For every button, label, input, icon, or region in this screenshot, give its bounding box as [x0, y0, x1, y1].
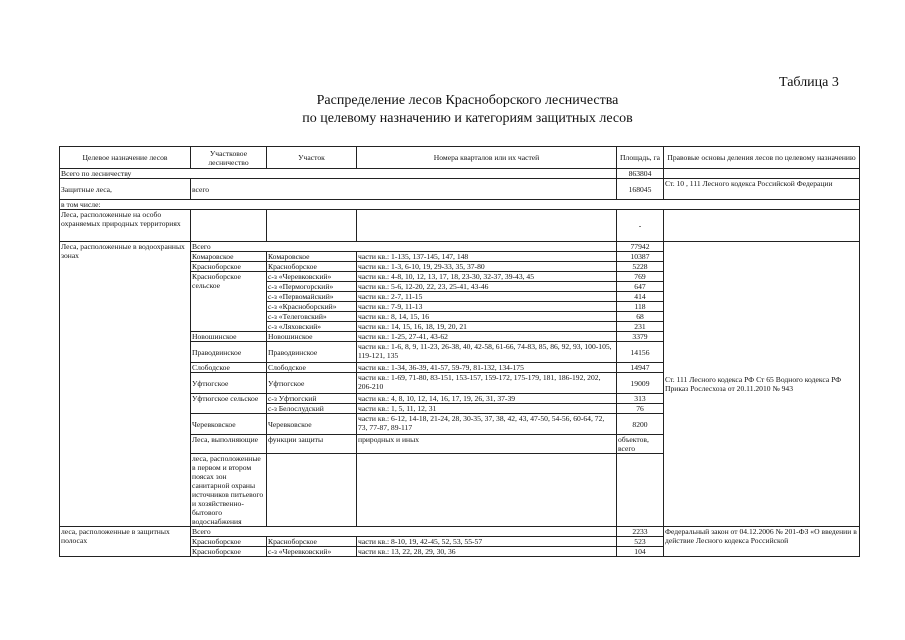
section-cell: с-з «Ляховский»: [267, 322, 357, 332]
section-cell: с-з «Первомайский»: [267, 292, 357, 302]
empty-cell: [664, 210, 860, 242]
area-cell: 14947: [617, 363, 664, 373]
section-cell: с-з Уфтюгский: [267, 394, 357, 404]
protective-label: Защитные леса,: [60, 179, 191, 200]
func-label-part4: объектов, всего: [617, 435, 664, 454]
quarters-cell: части кв.: 1-69, 71-80, 83-151, 153-157, 159-172, 175-179, 181, 186-192, 202, 206-210: [357, 373, 617, 394]
including-label: в том числе:: [60, 200, 860, 210]
section-cell: Новошинское: [267, 332, 357, 342]
header-area: Площадь, га: [617, 147, 664, 169]
empty-cell: [357, 454, 617, 527]
belt-area: 2233: [617, 527, 664, 537]
empty-cell: [664, 169, 860, 179]
section-cell: Комаровское: [267, 252, 357, 262]
belt-label: леса, расположенные в защитных полосах: [60, 527, 191, 557]
quarters-cell: части кв.: 1, 5, 11, 12, 31: [357, 404, 617, 414]
quarters-cell: части кв.: 4-8, 10, 12, 13, 17, 18, 23-30, 32-37, 39-43, 45: [357, 272, 617, 282]
quarters-cell: части кв.: 13, 22, 28, 29, 30, 36: [357, 547, 617, 557]
section-cell: Красноборское: [267, 537, 357, 547]
protective-area: 168045: [617, 179, 664, 200]
quarters-cell: части кв.: 8-10, 19, 42-45, 52, 53, 55-57: [357, 537, 617, 547]
quarters-cell: части кв.: 14, 15, 16, 18, 19, 20, 21: [357, 322, 617, 332]
quarters-cell: части кв.: 1-6, 8, 9, 11-23, 26-38, 40, 42-58, 61-66, 74-83, 85, 86, 92, 93, 100-105, 119-121, 135: [357, 342, 617, 363]
forestry-cell: Уфтюгское: [191, 373, 267, 394]
forestry-cell: Комаровское: [191, 252, 267, 262]
forestry-cell: Слободское: [191, 363, 267, 373]
header-purpose: Целевое назначение лесов: [60, 147, 191, 169]
forestry-cell: Уфтюгское сельское: [191, 394, 267, 414]
quarters-cell: части кв.: 5-6, 12-20, 22, 23, 25-41, 43-46: [357, 282, 617, 292]
area-cell: 10387: [617, 252, 664, 262]
table-row: [60, 200, 860, 210]
belt-legal: Федеральный закон от 04.12.2006 № 201-ФЗ «О введении в действие Лесного кодекса Российской: [664, 527, 860, 557]
sanitary-zone-label: леса, расположенные в первом и втором поясах зон санитарной охраны источников питьевого и хозяйственно-бытового водоснабжения: [191, 454, 267, 527]
quarters-cell: части кв.: 1-3, 6-10, 19, 29-33, 35, 37-80: [357, 262, 617, 272]
forestry-cell: Красноборское: [191, 537, 267, 547]
quarters-cell: части кв.: 4, 8, 10, 12, 14, 16, 17, 19, 26, 31, 37-39: [357, 394, 617, 404]
document-title: Распределение лесов Красноборского лесничества: [316, 93, 619, 108]
area-cell: 647: [617, 282, 664, 292]
empty-cell: [617, 454, 664, 527]
empty-cell: [357, 210, 617, 242]
section-cell: с-з «Пермогорский»: [267, 282, 357, 292]
section-cell: с-з «Черевковский»: [267, 272, 357, 282]
header-legal: Правовые основы деления лесов по целевому назначению: [664, 147, 860, 169]
area-cell: 523: [617, 537, 664, 547]
section-cell: Слободское: [267, 363, 357, 373]
func-label-part2: функции защиты: [267, 435, 357, 454]
area-cell: 313: [617, 394, 664, 404]
quarters-cell: части кв.: 1-34, 36-39, 41-57, 59-79, 81-132, 134-175: [357, 363, 617, 373]
area-cell: 76: [617, 404, 664, 414]
forestry-cell: Праводвинское: [191, 342, 267, 363]
area-cell: 3379: [617, 332, 664, 342]
section-cell: Уфтюгское: [267, 373, 357, 394]
header-quarters: Номера кварталов или их частей: [357, 147, 617, 169]
protective-all: всего: [191, 179, 617, 200]
total-label: Всего по лесничеству: [60, 169, 617, 179]
table-row: [60, 179, 860, 200]
area-cell: 414: [617, 292, 664, 302]
quarters-cell: части кв.: 7-9, 11-13: [357, 302, 617, 312]
section-cell: с-з Белослудский: [267, 404, 357, 414]
belt-all-label: Всего: [191, 527, 617, 537]
forestry-cell: Черевковское: [191, 414, 267, 435]
quarters-cell: части кв.: 8, 14, 15, 16: [357, 312, 617, 322]
area-cell: 104: [617, 547, 664, 557]
water-area: 77942: [617, 242, 664, 252]
table-number: Таблица 3: [779, 75, 839, 90]
section-cell: с-з «Телеговский»: [267, 312, 357, 322]
func-label-part1: Леса, выполняющие: [191, 435, 267, 454]
forestry-cell: Красноборское сельское: [191, 272, 267, 332]
quarters-cell: части кв.: 2-7, 11-15: [357, 292, 617, 302]
total-area: 863804: [617, 169, 664, 179]
area-cell: 5228: [617, 262, 664, 272]
header-section: Участок: [267, 147, 357, 169]
document-subtitle: по целевому назначению и категориям защитных лесов: [302, 111, 633, 126]
table-row: [60, 169, 860, 179]
water-zone-label: Леса, расположенные в водоохранных зонах: [60, 242, 191, 527]
quarters-cell: части кв.: 6-12, 14-18, 21-24, 28, 30-35, 37, 38, 42, 43, 47-50, 54-56, 60-64, 72, 73, 77-87, 89-117: [357, 414, 617, 435]
table-row: [60, 527, 860, 537]
area-cell: 8200: [617, 414, 664, 435]
table-header-row: [60, 147, 860, 169]
area-cell: 118: [617, 302, 664, 312]
section-cell: с-з «Черевковский»: [267, 547, 357, 557]
area-cell: 769: [617, 272, 664, 282]
oopt-area: -: [617, 210, 664, 242]
empty-cell: [267, 210, 357, 242]
empty-cell: [267, 454, 357, 527]
forest-distribution-table: [59, 146, 860, 557]
section-cell: Красноборское: [267, 262, 357, 272]
table-row: [60, 242, 860, 252]
area-cell: 14156: [617, 342, 664, 363]
section-cell: Черевковское: [267, 414, 357, 435]
header-forestry: Участковое лесничество: [191, 147, 267, 169]
quarters-cell: части кв.: 1-135, 137-145, 147, 148: [357, 252, 617, 262]
empty-cell: [191, 210, 267, 242]
oopt-label: Леса, расположенные на особо охраняемых природных территориях: [60, 210, 191, 242]
protective-legal: Ст. 10 , 111 Лесного кодекса Российской Федерации: [664, 179, 860, 200]
section-cell: Праводвинское: [267, 342, 357, 363]
water-all-label: Всего: [191, 242, 617, 252]
forestry-cell: Красноборское: [191, 547, 267, 557]
forestry-cell: Красноборское: [191, 262, 267, 272]
table-row: [60, 210, 860, 242]
area-cell: 68: [617, 312, 664, 322]
quarters-cell: части кв.: 1-25, 27-41, 43-62: [357, 332, 617, 342]
func-label-part3: природных и иных: [357, 435, 617, 454]
forestry-cell: Новошинское: [191, 332, 267, 342]
area-cell: 231: [617, 322, 664, 332]
section-cell: с-з «Красноборский»: [267, 302, 357, 312]
water-legal: Ст. 111 Лесного кодекса РФ Ст 65 Водного кодекса РФ Приказ Рослесхоза от 20.11.2010 № 943: [664, 242, 860, 527]
area-cell: 19009: [617, 373, 664, 394]
